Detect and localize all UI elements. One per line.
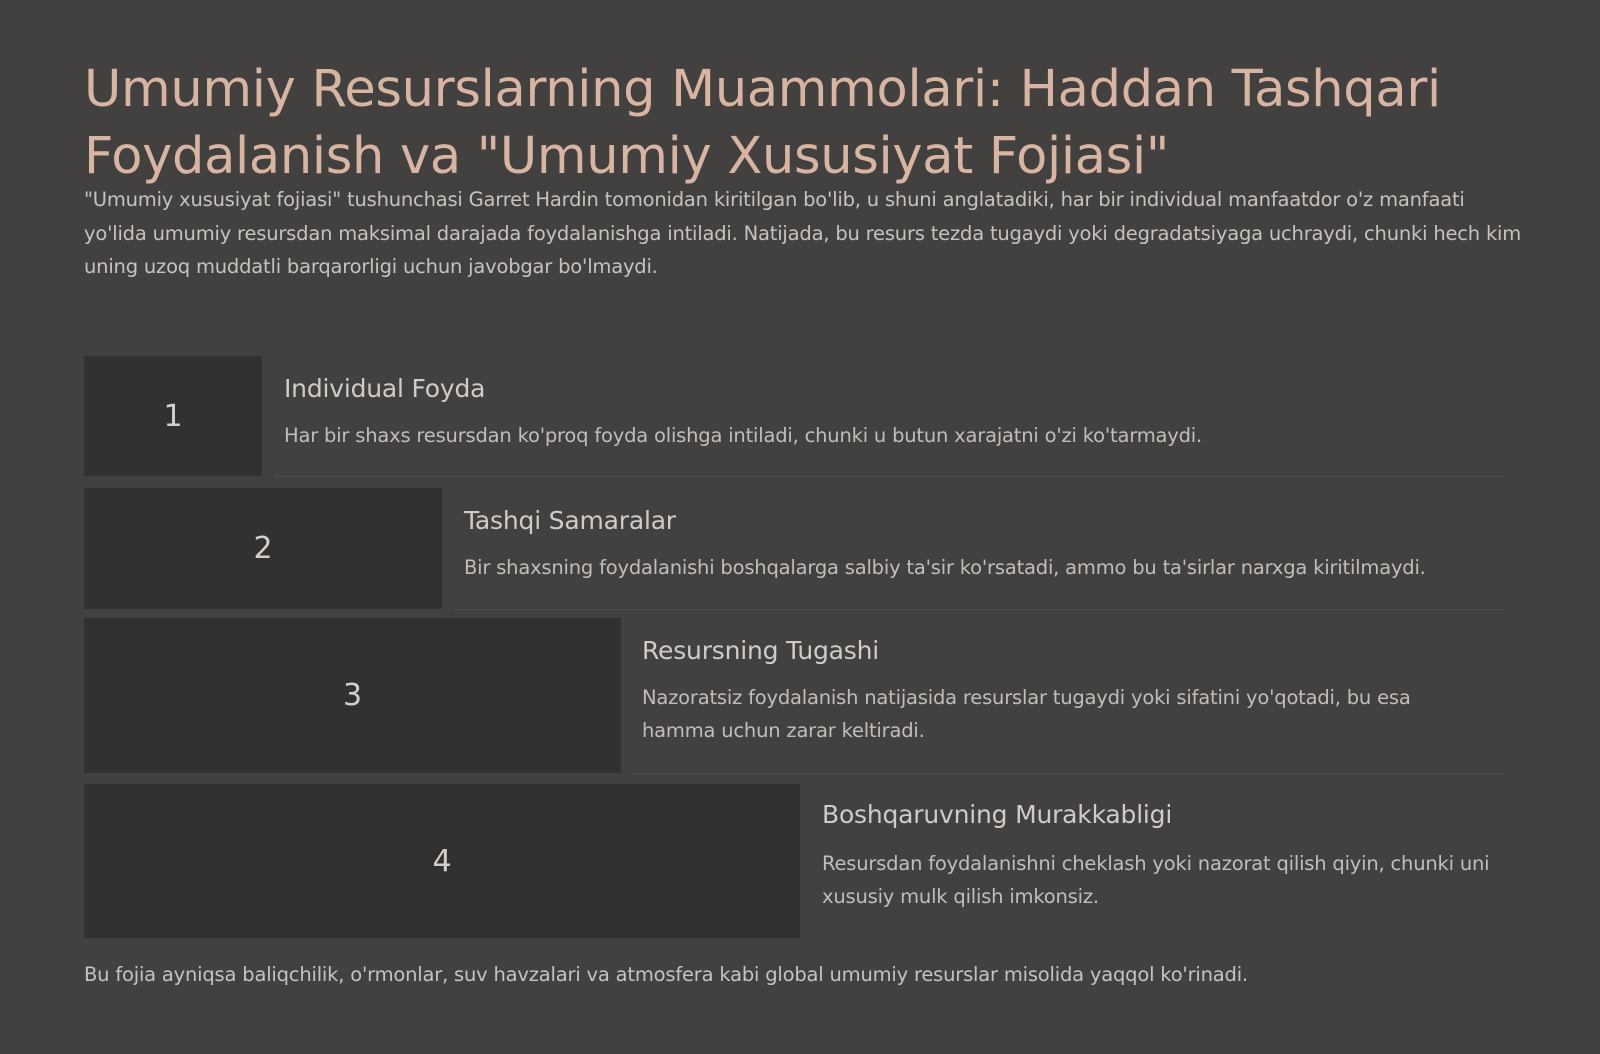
step-item-3 (84, 618, 1504, 774)
step-number: 3 (342, 678, 363, 713)
step-description: Resursdan foydalanishni cheklash yoki nazorat qilish qiyin, chunki uni xususiy mulk qilish imkonsiz. (822, 852, 1490, 908)
step-divider (632, 773, 1504, 774)
step-title: Boshqaruvning Murakkabligi (822, 800, 1173, 829)
step-item-2 (84, 488, 1504, 610)
page-title: Umumiy Resurslarning Muammolari: Haddan Tashqari Foydalanish va "Umumiy Xususiyat Fojiasi" (84, 60, 1441, 186)
step-number: 4 (432, 843, 452, 879)
footer-note: Bu fojia ayniqsa baliqchilik, o'rmonlar, suv havzalari va atmosfera kabi global umumiy resurslar misolida yaqqol ko'rinadi. (84, 963, 1248, 986)
step-description: Nazoratsiz foydalanish natijasida resurslar tugaydi yoki sifatini yo'qotadi, bu esa hamma uchun zarar keltiradi. (642, 686, 1411, 742)
step-divider (274, 476, 1504, 477)
step-item-1 (84, 356, 1504, 478)
step-description: Bir shaxsning foydalanishi boshqalarga salbiy ta'sir ko'rsatadi, ammo bu ta'sirlar narxga kiritilmaydi. (464, 556, 1426, 579)
step-title: Individual Foyda (284, 374, 486, 403)
intro-paragraph: "Umumiy xususiyat fojiasi" tushunchasi Garret Hardin tomonidan kiritilgan bo'lib, u shuni anglatadiki, har bir individual manfaatdor o'z manfaati yo'lida umumiy resursdan maksimal darajada foydalanishga intiladi. Natijada, bu resurs tezda tugaydi yoki degradatsiyaga uchraydi, chunki hech kim uning uzoq muddatli barqarorligi uchun javobgar bo'lmaydi. (84, 188, 1522, 278)
step-number: 2 (253, 531, 273, 566)
step-item-4 (84, 784, 1504, 938)
step-divider (454, 609, 1504, 610)
step-number-box (84, 618, 621, 773)
step-number-box (84, 356, 262, 476)
step-description: Har bir shaxs resursdan ko'proq foyda olishga intiladi, chunki u butun xarajatni o'zi ko'tarmaydi. (284, 424, 1202, 447)
step-number-box (84, 488, 442, 609)
step-number-box (84, 784, 800, 938)
step-number: 1 (163, 398, 183, 434)
step-title: Resursning Tugashi (642, 636, 879, 665)
step-title: Tashqi Samaralar (464, 506, 676, 535)
